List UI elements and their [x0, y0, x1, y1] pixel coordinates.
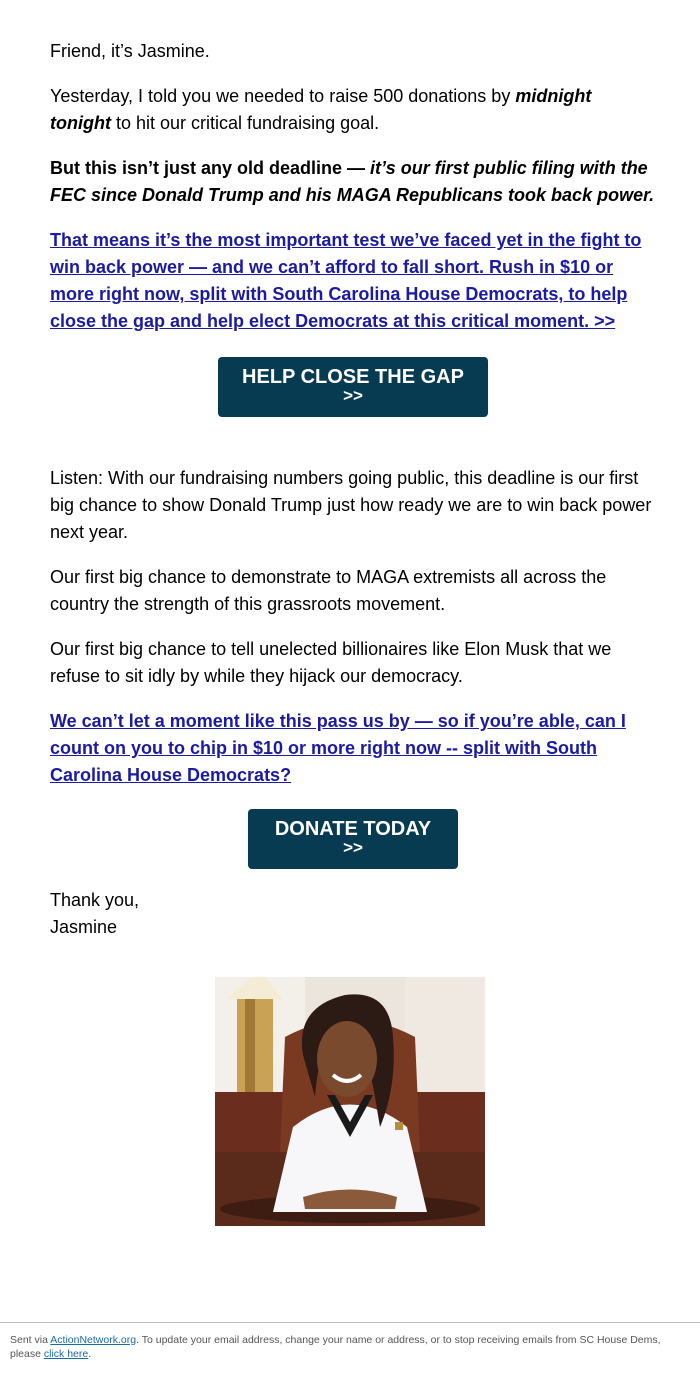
deadline-paragraph — [50, 155, 656, 209]
body-paragraph-2: Our first big chance to demonstrate to MAGA extremists all across the country the strength of this grassroots movement. — [50, 567, 607, 614]
intro-text-a: Yesterday, I told you we needed to raise 500 donations by — [50, 86, 516, 106]
signature: Jasmine — [50, 917, 118, 937]
deadline-emphasis: it’s our first public filing with the FEC since Donald Trump and his MAGA Republicans took back power. — [50, 158, 655, 205]
body-paragraph-3: Our first big chance to tell unelected billionaires like Elon Musk that we refuse to sit idly by while they hijack our democracy. — [50, 639, 612, 686]
email-body — [50, 38, 656, 941]
deadline-text: But this isn’t just any old deadline — — [50, 158, 371, 178]
button-2-label: DONATE TODAY — [274, 818, 432, 840]
unsubscribe-link[interactable]: click here — [43, 1348, 89, 1360]
signoff: Thank you, Jasmine — [50, 890, 140, 937]
email-footer — [0, 1322, 700, 1361]
help-close-gap-button[interactable] — [218, 357, 488, 417]
intro-text-b: to hit our critical fundraising goal. — [110, 113, 380, 133]
body-paragraph-1: Listen: With our fundraising numbers going public, this deadline is our first big chance to show Donald Trump just how ready we are to win back power next year. — [50, 468, 652, 542]
button-row-2 — [50, 809, 656, 869]
donate-link-1[interactable]: That means it’s the most important test we’ve faced yet in the fight to win back power — and we can’t afford to fall short. Rush in $10 or more right now, split with South Carolina House Democrats, to help close the gap and help elect Democrats at this critical moment. >> — [50, 230, 642, 331]
donate-link-paragraph-1 — [50, 227, 656, 335]
donate-link-2[interactable]: We can’t let a moment like this pass us by — so if you’re able, can I count on you to chip in $10 or more right now -- split with South Carolina House Democrats? — [50, 711, 626, 785]
button-2-arrows: >> — [343, 838, 363, 857]
button-row-1 — [50, 357, 656, 417]
candidate-photo — [215, 977, 485, 1226]
portrait-illustration — [215, 977, 485, 1226]
button-1-label: HELP CLOSE THE GAP — [242, 366, 464, 388]
button-1-arrows: >> — [343, 386, 363, 405]
footer-text: Sent via ActionNetwork.org. To update your email address, change your name or address, or to stop receiving emails from SC House Dems, please click here. — [10, 1334, 661, 1360]
intro-paragraph — [50, 83, 656, 137]
greeting: Friend, it’s Jasmine. — [50, 41, 210, 61]
intro-emphasis: midnight tonight — [50, 86, 592, 133]
actionnetwork-link[interactable]: ActionNetwork.org — [50, 1334, 137, 1346]
donate-link-paragraph-2 — [50, 708, 656, 789]
donate-today-button[interactable] — [248, 809, 458, 869]
